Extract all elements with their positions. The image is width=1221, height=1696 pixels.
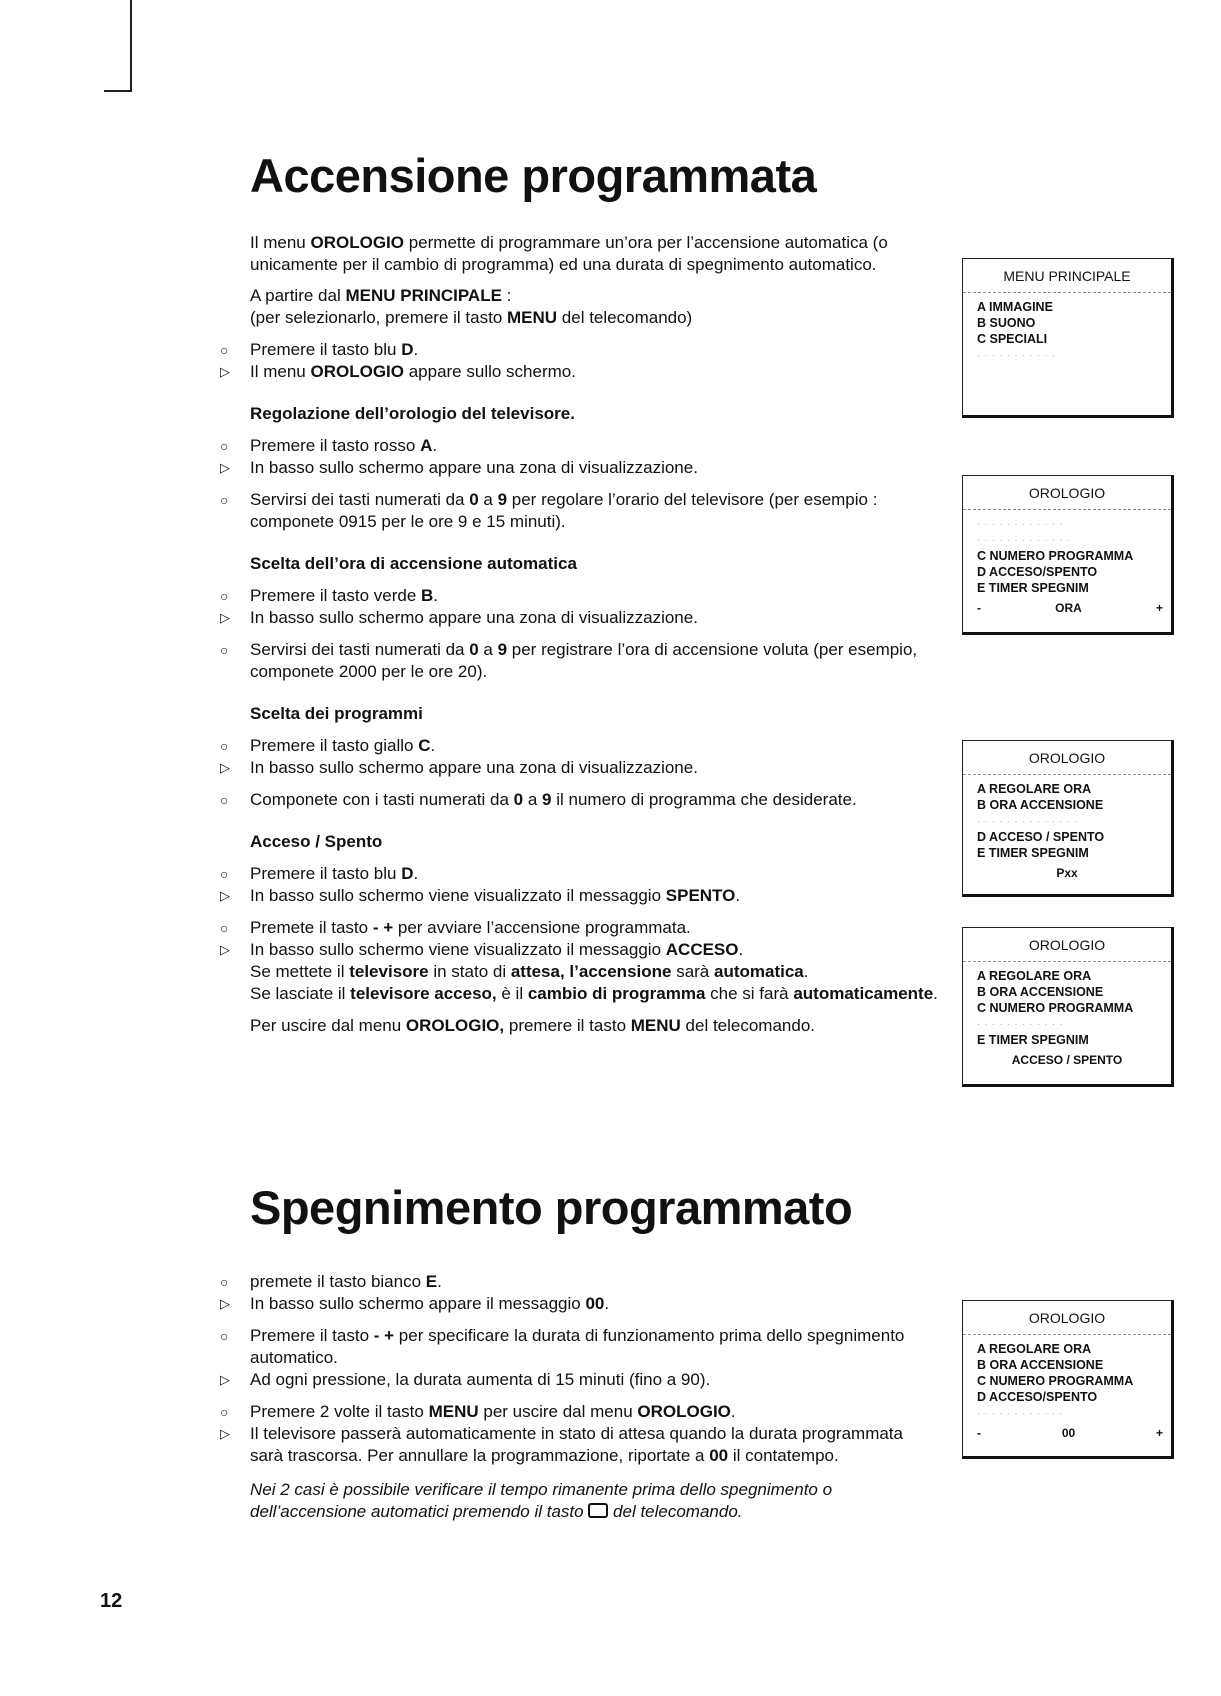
bullet-circle-icon: ○ [220,1274,229,1290]
bullet-circle-icon: ○ [220,642,229,658]
bullet-circle-icon: ○ [220,1404,229,1420]
box-title: MENU PRINCIPALE [963,259,1171,293]
result-00: ▷ In basso sullo schermo appare il messaggio 00. [220,1294,610,1313]
bullet-circle-icon: ○ [220,492,229,508]
box-footer [963,596,1171,618]
box-item: A IMMAGINE [977,300,1053,314]
box-item: C NUMERO PROGRAMMA [977,549,1134,563]
heading-programs: Scelta dei programmi [250,704,423,723]
box-item-faded: · · · · · · · · · · · [977,350,1056,360]
step-press-yellow: ○ Premere il tasto giallo C. [220,736,436,755]
box-item-faded: · · · · · · · · · · · · [977,1019,1064,1029]
box-item: D ACCESO/SPENTO [977,565,1098,579]
result-triangle-icon: ▷ [220,1426,230,1441]
footer-label: 00 [1061,1426,1076,1440]
result-triangle-icon: ▷ [220,760,230,775]
plus-sign: + [1155,601,1163,615]
step-menu-twice: ○ Premere 2 volte il tasto MENU per uscire dal menu OROLOGIO. [220,1402,736,1421]
from-main-menu: A partire dal MENU PRINCIPALE : (per selezionarlo, premere il tasto MENU del telecomando) [250,286,693,327]
plus-sign: + [1155,1426,1163,1440]
bullet-circle-icon: ○ [220,738,229,754]
box-item: B ORA ACCENSIONE [977,985,1104,999]
box-item-faded: · · · · · · · · · · · · · · [977,816,1079,826]
step-press-blue-2: ○ Premere il tasto blu D. [220,864,419,883]
result-acceso: ▷ In basso sullo schermo viene visualizzato il messaggio ACCESO. Se mettete il televisore in stato di attesa, l’accensione sarà automatica. Se lasciate il televisore acceso, è il cambio di programma che si farà automaticamente. [220,940,938,1003]
orologio-box-acceso-spento [962,927,1174,1087]
box-item-faded: · · · · · · · · · · · · · [977,535,1071,545]
step-press-green: ○ Premere il tasto verde B. [220,586,439,605]
step-press-blue: ○ Premere il tasto blu D. [220,340,419,359]
orologio-box-00 [962,1300,1174,1459]
box-item: B SUONO [977,316,1036,330]
result-increment: ▷ Ad ogni pressione, la durata aumenta di 15 minuti (fino a 90). [220,1370,711,1389]
result-display-zone: ▷ In basso sullo schermo appare una zona di visualizzazione. [220,608,698,627]
bullet-circle-icon: ○ [220,1328,229,1344]
page-number: 12 [100,1590,123,1612]
orologio-box-ora [962,475,1174,635]
box-item: A REGOLARE ORA [977,969,1092,983]
result-triangle-icon: ▷ [220,888,230,903]
minus-sign: - [977,601,981,615]
exit-instruction: Per uscire dal menu OROLOGIO, premere il tasto MENU del telecomando. [250,1016,816,1035]
box-item: E TIMER SPEGNIM [977,581,1089,595]
box-item: C NUMERO PROGRAMMA [977,1001,1134,1015]
result-triangle-icon: ▷ [220,610,230,625]
box-title: OROLOGIO [963,928,1171,962]
minus-sign: - [977,1426,981,1440]
box-item: D ACCESO/SPENTO [977,1390,1098,1404]
heading-on-time: Scelta dell’ora di accensione automatica [250,554,577,573]
box-item: C NUMERO PROGRAMMA [977,1374,1134,1388]
menu-principale-box [962,258,1174,418]
orologio-box-pxx [962,740,1174,897]
section-body-accensione [220,232,940,1037]
bullet-circle-icon: ○ [220,342,229,358]
heading-on-off: Acceso / Spento [250,832,383,851]
box-item: D ACCESO / SPENTO [977,830,1105,844]
box-item: E TIMER SPEGNIM [977,846,1089,860]
result-triangle-icon: ▷ [220,1296,230,1311]
box-title: OROLOGIO [963,741,1171,775]
box-title: OROLOGIO [963,1301,1171,1335]
step-prog-digits: ○ Componete con i tasti numerati da 0 a 9 il numero di programma che desiderate. [220,790,857,809]
box-title: OROLOGIO [963,476,1171,510]
box-item: A REGOLARE ORA [977,1342,1092,1356]
box-item: B ORA ACCENSIONE [977,798,1104,812]
result-triangle-icon: ▷ [220,1372,230,1387]
step-clock-digits: ○ Servirsi dei tasti numerati da 0 a 9 per regolare l’orario del televisore (per esempio : componete 0915 per le ore 9 e 15 minuti). [220,490,878,531]
box-item: B ORA ACCENSIONE [977,1358,1104,1372]
box-item: E TIMER SPEGNIM [977,1033,1089,1047]
result-spento: ▷ In basso sullo schermo viene visualizzato il messaggio SPENTO. [220,886,741,905]
result-triangle-icon: ▷ [220,942,230,957]
footer-label: Pxx [1056,866,1078,880]
bullet-circle-icon: ○ [220,920,229,936]
result-display-zone: ▷ In basso sullo schermo appare una zona di visualizzazione. [220,458,698,477]
section-body-spegnimento [220,1271,940,1523]
crop-mark-foot [104,90,132,92]
section-title-accensione: Accensione programmata [250,149,817,202]
result-triangle-icon: ▷ [220,460,230,475]
bullet-circle-icon: ○ [220,792,229,808]
step-press-red: ○ Premere il tasto rosso A. [220,436,438,455]
result-display-zone: ▷ In basso sullo schermo appare una zona di visualizzazione. [220,758,698,777]
result-triangle-icon: ▷ [220,364,230,379]
step-minus-plus: ○ Premete il tasto - + per avviare l’accensione programmata. [220,918,691,937]
step-duration: ○ Premere il tasto - + per specificare la durata di funzionamento prima dello spegnimento automatico. [220,1326,905,1367]
bullet-circle-icon: ○ [220,588,229,604]
footer-label: ORA [1055,601,1082,615]
intro-paragraph: Il menu OROLOGIO permette di programmare un’ora per l’accensione automatica (o unicamente per il cambio di programma) ed una durata di spegnimento automatico. [250,233,888,274]
box-footer [963,1421,1171,1443]
step-press-white: ○ premete il tasto bianco E. [220,1272,442,1291]
step-on-digits: ○ Servirsi dei tasti numerati da 0 a 9 per registrare l’ora di accensione voluta (per esempio, componete 2000 per le ore 20). [220,640,918,681]
crop-mark [130,0,132,92]
box-item: C SPECIALI [977,332,1048,346]
result-orologio-menu: ▷ Il menu OROLOGIO appare sullo schermo. [220,362,576,381]
box-item: A REGOLARE ORA [977,782,1092,796]
result-standby: ▷ Il televisore passerà automaticamente in stato di attesa quando la durata programmata sarà trascorsa. Per annullare la programmazione, riportate a 00 il contatempo. [220,1424,903,1465]
box-item-faded: · · · · · · · · · · · · [977,1408,1064,1418]
box-item-faded: · · · · · · · · · · · · [977,519,1064,529]
section-title-spegnimento: Spegnimento programmato [250,1181,853,1234]
note-italic: Nei 2 casi è possibile verificare il tempo rimanente prima dello spegnimento o dell’accensione automatici premendo il tasto del telecomando. [250,1480,833,1521]
remote-square-button-icon [588,1503,608,1518]
bullet-circle-icon: ○ [220,438,229,454]
footer-label: ACCESO / SPENTO [1011,1053,1123,1067]
heading-clock: Regolazione dell’orologio del televisore. [250,404,575,423]
bullet-circle-icon: ○ [220,866,229,882]
